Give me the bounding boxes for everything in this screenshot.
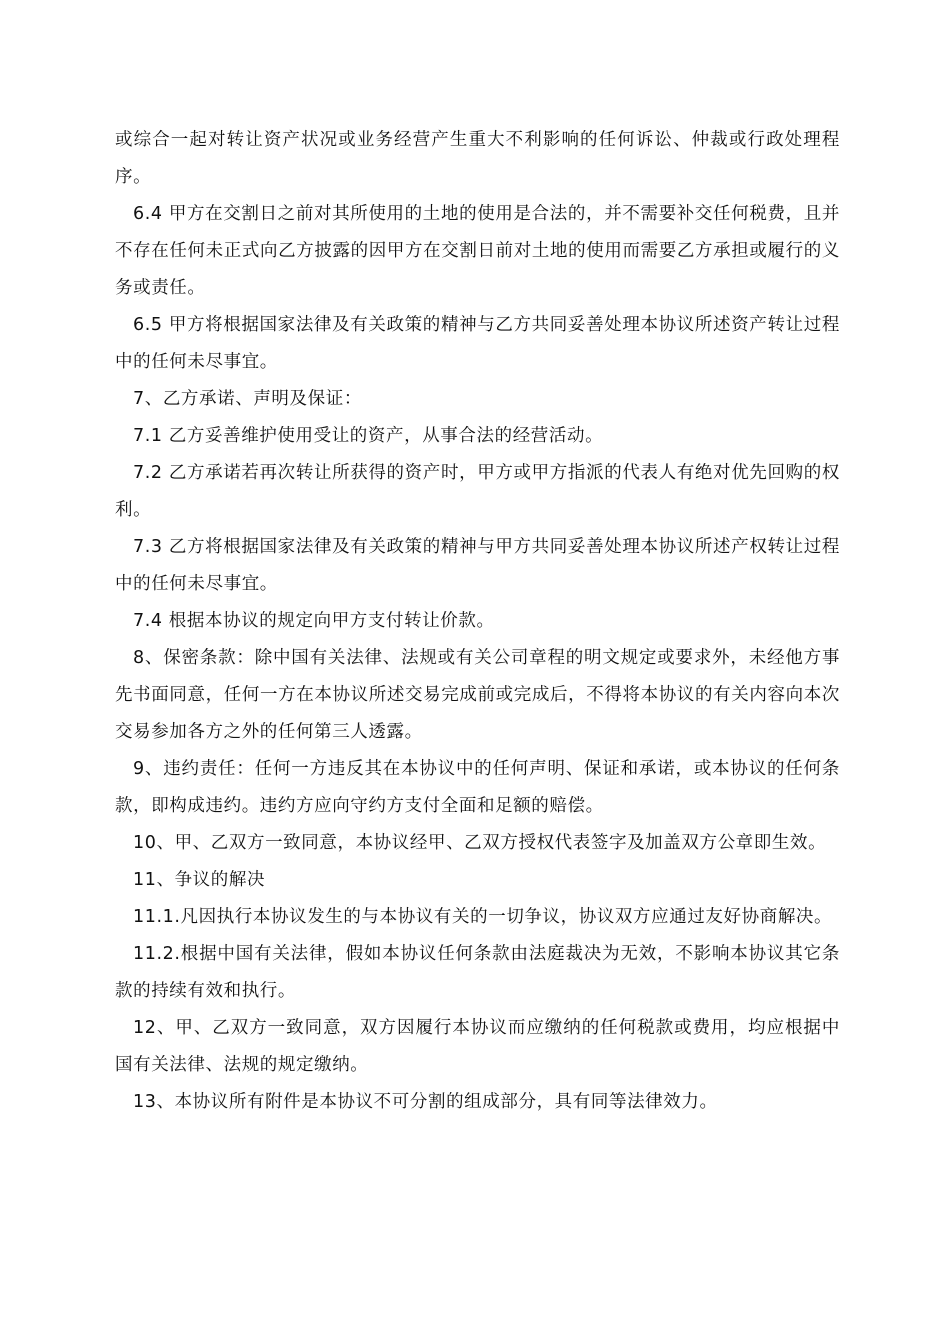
- paragraph-continuation: 或综合一起对转让资产状况或业务经营产生重大不利影响的任何诉讼、仲裁或行政处理程序。: [115, 130, 840, 187]
- paragraph-11-2: 11.2.根据中国有关法律，假如本协议任何条款由法庭裁决为无效，不影响本协议其它条款的持续有效和执行。: [115, 944, 840, 1001]
- paragraph-11-1: 11.1.凡因执行本协议发生的与本协议有关的一切争议，协议双方应通过友好协商解决。: [133, 907, 833, 927]
- document-body: [115, 122, 840, 1121]
- paragraph-7-4: 7.4 根据本协议的规定向甲方支付转让价款。: [133, 611, 495, 631]
- paragraph-6-5: 6.5 甲方将根据国家法律及有关政策的精神与乙方共同妥善处理本协议所述资产转让过程中的任何未尽事宜。: [115, 315, 840, 372]
- paragraph-7-1: 7.1 乙方妥善维护使用受让的资产，从事合法的经营活动。: [133, 426, 604, 446]
- paragraph-7-3: 7.3 乙方将根据国家法律及有关政策的精神与甲方共同妥善处理本协议所述产权转让过程中的任何未尽事宜。: [115, 537, 840, 594]
- paragraph-8-confidentiality: 8、保密条款：除中国有关法律、法规或有关公司章程的明文规定或要求外，未经他方事先书面同意，任何一方在本协议所述交易完成前或完成后，不得将本协议的有关内容向本次交易参加各方之外的任何第三人透露。: [115, 648, 840, 742]
- paragraph-7-2: 7.2 乙方承诺若再次转让所获得的资产时，甲方或甲方指派的代表人有绝对优先回购的权利。: [115, 463, 840, 520]
- paragraph-6-4: 6.4 甲方在交割日之前对其所使用的土地的使用是合法的，并不需要补交任何税费，且并不存在任何未正式向乙方披露的因甲方在交割日前对土地的使用而需要乙方承担或履行的义务或责任。: [115, 204, 840, 298]
- paragraph-13-annexes: 13、本协议所有附件是本协议不可分割的组成部分，具有同等法律效力。: [133, 1092, 718, 1112]
- paragraph-12-taxes: 12、甲、乙双方一致同意，双方因履行本协议而应缴纳的任何税款或费用，均应根据中国有关法律、法规的规定缴纳。: [115, 1018, 840, 1075]
- paragraph-11-heading: 11、争议的解决: [133, 870, 266, 890]
- paragraph-7-heading: 7、乙方承诺、声明及保证：: [133, 389, 362, 409]
- paragraph-9-liability: 9、违约责任：任何一方违反其在本协议中的任何声明、保证和承诺，或本协议的任何条款，即构成违约。违约方应向守约方支付全面和足额的赔偿。: [115, 759, 840, 816]
- paragraph-10-effect: 10、甲、乙双方一致同意，本协议经甲、乙双方授权代表签字及加盖双方公章即生效。: [133, 833, 827, 853]
